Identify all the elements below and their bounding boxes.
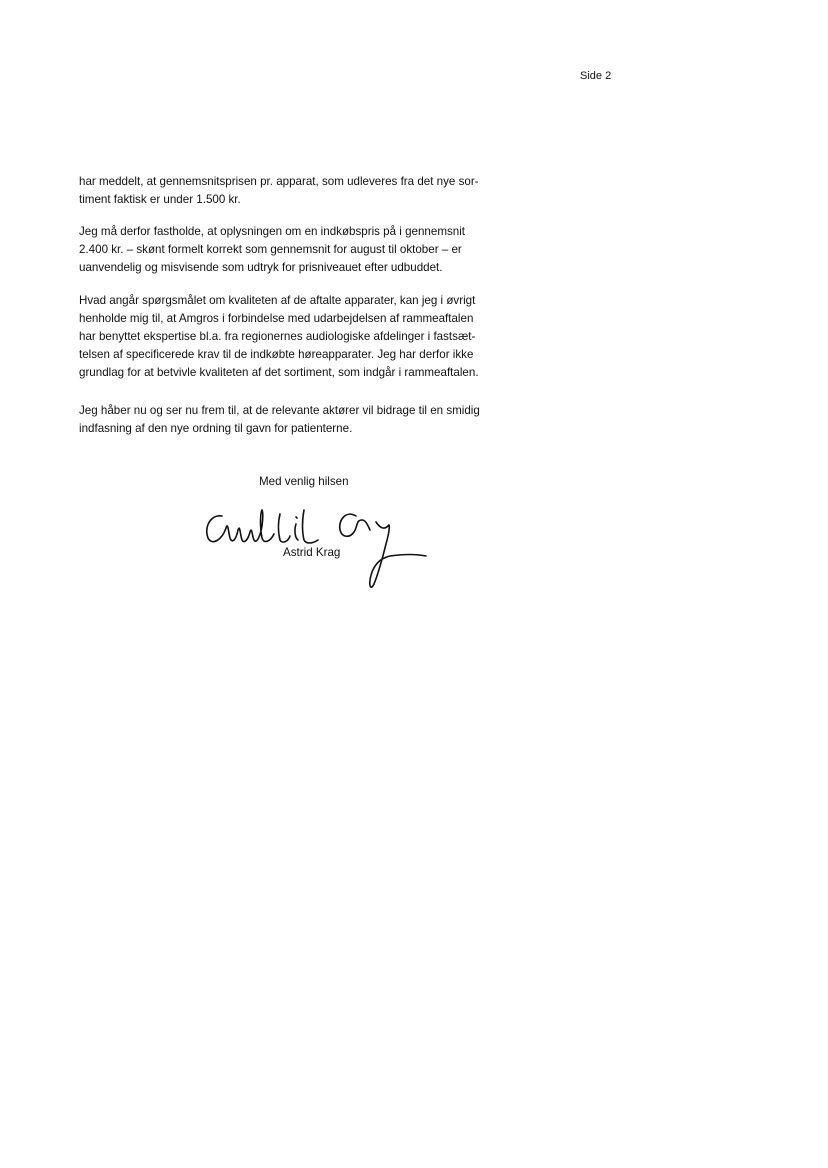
text-line: grundlag for at betvivle kvaliteten af det sortiment, som indgår i rammeaftalen. <box>79 366 479 379</box>
text-line: indfasning af den nye ordning til gavn for patienterne. <box>79 422 353 435</box>
text-line: Jeg må derfor fastholde, at oplysningen om en indkøbspris på i gennemsnit <box>79 225 466 238</box>
text-line: Hvad angår spørgsmålet om kvaliteten af de aftalte apparater, kan jeg i øvrigt <box>79 294 476 307</box>
text-line: Jeg håber nu og ser nu frem til, at de relevante aktører vil bidrage til en smidig <box>79 404 480 417</box>
page-number: Side 2 <box>580 70 612 82</box>
text-line: har meddelt, at gennemsnitsprisen pr. apparat, som udleveres fra det nye sor- <box>79 175 479 188</box>
paragraph <box>79 173 549 209</box>
closing-greeting: Med venlig hilsen <box>259 475 349 488</box>
paragraph <box>79 223 549 277</box>
signer-name: Astrid Krag <box>283 546 341 559</box>
paragraph <box>79 292 549 382</box>
text-line: 2.400 kr. – skønt formelt korrekt som gennemsnit for august til oktober – er <box>79 243 462 256</box>
text-line: har benyttet ekspertise bl.a. fra regionernes audiologiske afdelinger i fastsæt- <box>79 330 476 343</box>
text-line: henholde mig til, at Amgros i forbindelse med udarbejdelsen af rammeaftalen <box>79 312 474 325</box>
text-line: telsen af specificerede krav til de indkøbte høreapparater. Jeg har derfor ikke <box>79 348 474 361</box>
text-line: timent faktisk er under 1.500 kr. <box>79 193 241 206</box>
paragraph <box>79 402 549 438</box>
text-line: uanvendelig og misvisende som udtryk for prisniveauet efter udbuddet. <box>79 261 443 274</box>
